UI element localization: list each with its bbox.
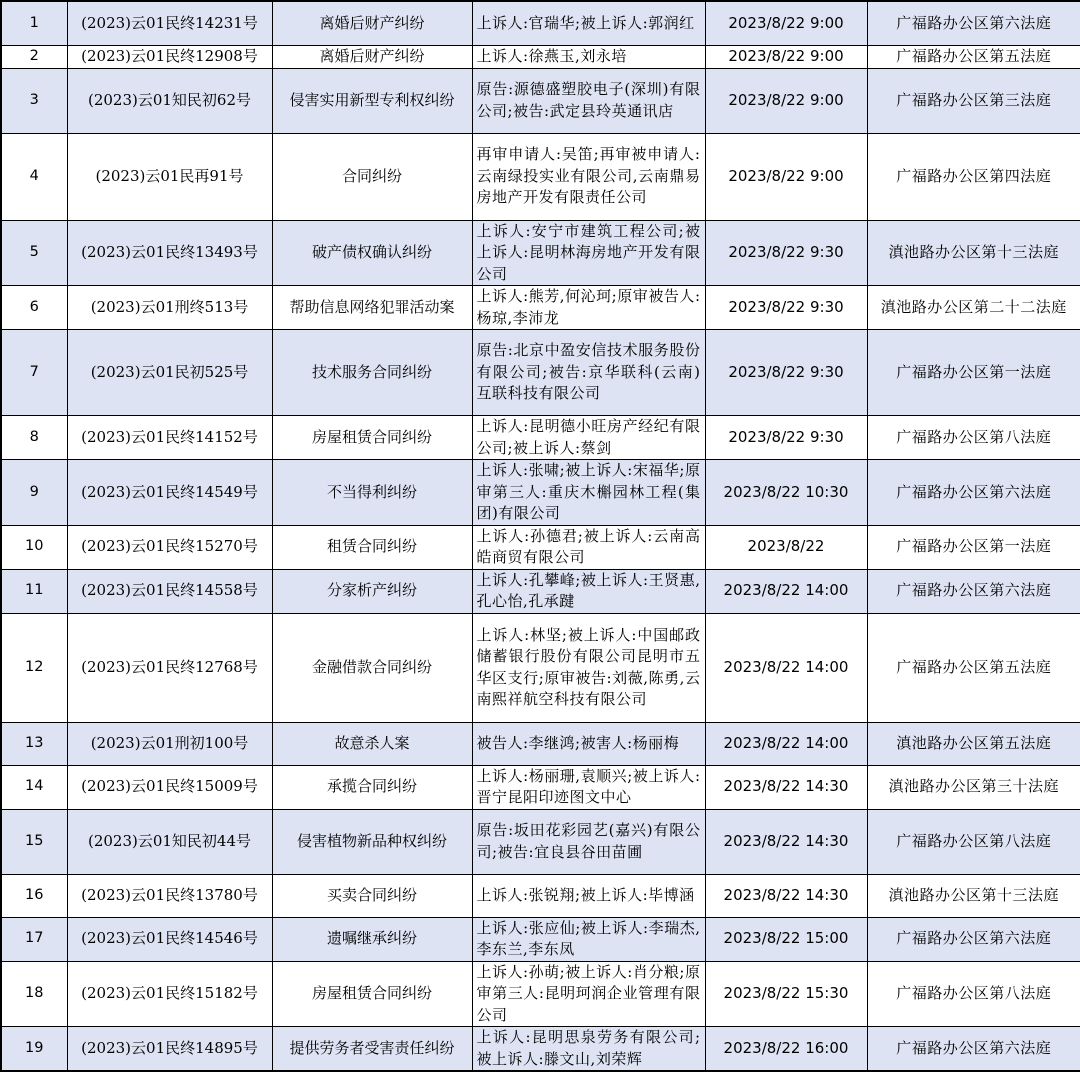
case-cause: 故意杀人案 bbox=[272, 722, 472, 765]
case-parties: 上诉人:张锐翔;被上诉人:毕博涵 bbox=[472, 874, 705, 917]
table-row bbox=[1, 809, 1080, 874]
case-number: (2023)云01民终13780号 bbox=[67, 874, 272, 917]
table-row bbox=[1, 917, 1080, 961]
courtroom: 广福路办公区第一法庭 bbox=[867, 330, 1080, 416]
table-row bbox=[1, 220, 1080, 286]
case-parties: 上诉人:孙萌;被上诉人:肖分粮;原审第三人:昆明珂润企业管理有限公司 bbox=[472, 961, 705, 1027]
courtroom: 广福路办公区第六法庭 bbox=[867, 917, 1080, 961]
hearing-time: 2023/8/22 14:00 bbox=[705, 722, 867, 765]
hearing-time: 2023/8/22 15:30 bbox=[705, 961, 867, 1027]
case-number: (2023)云01知民初62号 bbox=[67, 68, 272, 133]
courtroom: 广福路办公区第六法庭 bbox=[867, 569, 1080, 613]
hearing-time: 2023/8/22 14:30 bbox=[705, 809, 867, 874]
courtroom: 滇池路办公区第十三法庭 bbox=[867, 874, 1080, 917]
case-number: (2023)云01民终12908号 bbox=[67, 45, 272, 68]
case-parties: 上诉人:孙德君;被上诉人:云南高皓商贸有限公司 bbox=[472, 525, 705, 569]
case-number: (2023)云01民终14152号 bbox=[67, 416, 272, 460]
table-row bbox=[1, 874, 1080, 917]
courtroom: 广福路办公区第六法庭 bbox=[867, 460, 1080, 526]
hearing-time: 2023/8/22 14:00 bbox=[705, 613, 867, 722]
table-row bbox=[1, 1027, 1080, 1072]
schedule-body bbox=[1, 1, 1080, 1071]
case-parties: 上诉人:熊芳,何沁珂;原审被告人:杨琼,李沛龙 bbox=[472, 286, 705, 330]
row-number: 7 bbox=[1, 330, 67, 416]
courtroom: 广福路办公区第五法庭 bbox=[867, 45, 1080, 68]
courtroom: 广福路办公区第六法庭 bbox=[867, 1, 1080, 45]
case-number: (2023)云01民终13493号 bbox=[67, 220, 272, 286]
case-parties: 原告:坂田花彩园艺(嘉兴)有限公司;被告:宜良县谷田苗圃 bbox=[472, 809, 705, 874]
case-parties: 上诉人:张应仙;被上诉人:李瑞杰,李东兰,李东凤 bbox=[472, 917, 705, 961]
case-number: (2023)云01民初525号 bbox=[67, 330, 272, 416]
row-number: 10 bbox=[1, 525, 67, 569]
case-cause: 提供劳务者受害责任纠纷 bbox=[272, 1027, 472, 1072]
row-number: 16 bbox=[1, 874, 67, 917]
table-row bbox=[1, 613, 1080, 722]
case-number: (2023)云01刑初100号 bbox=[67, 722, 272, 765]
case-cause: 侵害实用新型专利权纠纷 bbox=[272, 68, 472, 133]
courtroom: 广福路办公区第三法庭 bbox=[867, 68, 1080, 133]
case-parties: 原告:北京中盈安信技术服务股份有限公司;被告:京华联科(云南)互联科技有限公司 bbox=[472, 330, 705, 416]
case-number: (2023)云01民再91号 bbox=[67, 133, 272, 220]
case-parties: 被告人:李继鸿;被害人:杨丽梅 bbox=[472, 722, 705, 765]
hearing-time: 2023/8/22 9:30 bbox=[705, 286, 867, 330]
case-number: (2023)云01民终14558号 bbox=[67, 569, 272, 613]
case-number: (2023)云01民终15270号 bbox=[67, 525, 272, 569]
case-cause: 承揽合同纠纷 bbox=[272, 765, 472, 809]
table-row bbox=[1, 1, 1080, 45]
hearing-time: 2023/8/22 9:00 bbox=[705, 68, 867, 133]
case-number: (2023)云01民终14895号 bbox=[67, 1027, 272, 1072]
hearing-time: 2023/8/22 16:00 bbox=[705, 1027, 867, 1072]
case-cause: 房屋租赁合同纠纷 bbox=[272, 416, 472, 460]
hearing-time: 2023/8/22 15:00 bbox=[705, 917, 867, 961]
case-cause: 破产债权确认纠纷 bbox=[272, 220, 472, 286]
case-cause: 分家析产纠纷 bbox=[272, 569, 472, 613]
case-cause: 离婚后财产纠纷 bbox=[272, 45, 472, 68]
row-number: 3 bbox=[1, 68, 67, 133]
hearing-time: 2023/8/22 14:00 bbox=[705, 569, 867, 613]
case-cause: 房屋租赁合同纠纷 bbox=[272, 961, 472, 1027]
courtroom: 广福路办公区第四法庭 bbox=[867, 133, 1080, 220]
row-number: 5 bbox=[1, 220, 67, 286]
case-cause: 技术服务合同纠纷 bbox=[272, 330, 472, 416]
table-row bbox=[1, 68, 1080, 133]
case-parties: 上诉人:昆明德小旺房产经纪有限公司;被上诉人:蔡剑 bbox=[472, 416, 705, 460]
hearing-time: 2023/8/22 9:30 bbox=[705, 330, 867, 416]
table-row bbox=[1, 330, 1080, 416]
hearing-time: 2023/8/22 10:30 bbox=[705, 460, 867, 526]
row-number: 13 bbox=[1, 722, 67, 765]
table-row bbox=[1, 460, 1080, 526]
row-number: 11 bbox=[1, 569, 67, 613]
row-number: 17 bbox=[1, 917, 67, 961]
courtroom: 滇池路办公区第二十二法庭 bbox=[867, 286, 1080, 330]
case-number: (2023)云01知民初44号 bbox=[67, 809, 272, 874]
hearing-time: 2023/8/22 9:30 bbox=[705, 416, 867, 460]
case-cause: 遗嘱继承纠纷 bbox=[272, 917, 472, 961]
table-row bbox=[1, 961, 1080, 1027]
hearing-time: 2023/8/22 9:00 bbox=[705, 45, 867, 68]
hearing-time: 2023/8/22 9:30 bbox=[705, 220, 867, 286]
case-parties: 上诉人:孔攀峰;被上诉人:王贤惠,孔心怡,孔承踺 bbox=[472, 569, 705, 613]
case-cause: 侵害植物新品种权纠纷 bbox=[272, 809, 472, 874]
case-parties: 上诉人:徐燕玉,刘永培 bbox=[472, 45, 705, 68]
row-number: 1 bbox=[1, 1, 67, 45]
case-number: (2023)云01民终15182号 bbox=[67, 961, 272, 1027]
courtroom: 广福路办公区第五法庭 bbox=[867, 613, 1080, 722]
hearing-time: 2023/8/22 9:00 bbox=[705, 133, 867, 220]
case-number: (2023)云01民终14231号 bbox=[67, 1, 272, 45]
row-number: 2 bbox=[1, 45, 67, 68]
case-parties: 上诉人:张啸;被上诉人:宋福华;原审第三人:重庆木槲园林工程(集团)有限公司 bbox=[472, 460, 705, 526]
table-row bbox=[1, 525, 1080, 569]
courtroom: 广福路办公区第八法庭 bbox=[867, 961, 1080, 1027]
case-number: (2023)云01民终12768号 bbox=[67, 613, 272, 722]
hearing-time: 2023/8/22 14:30 bbox=[705, 874, 867, 917]
case-cause: 买卖合同纠纷 bbox=[272, 874, 472, 917]
courtroom: 滇池路办公区第十三法庭 bbox=[867, 220, 1080, 286]
case-parties: 再审申请人:吴笛;再审被申请人:云南绿投实业有限公司,云南鼎易房地产开发有限责任公司 bbox=[472, 133, 705, 220]
case-cause: 帮助信息网络犯罪活动案 bbox=[272, 286, 472, 330]
hearing-time: 2023/8/22 9:00 bbox=[705, 1, 867, 45]
case-cause: 不当得利纠纷 bbox=[272, 460, 472, 526]
table-row bbox=[1, 765, 1080, 809]
table-row bbox=[1, 45, 1080, 68]
case-number: (2023)云01民终15009号 bbox=[67, 765, 272, 809]
case-cause: 合同纠纷 bbox=[272, 133, 472, 220]
row-number: 9 bbox=[1, 460, 67, 526]
row-number: 12 bbox=[1, 613, 67, 722]
courtroom: 滇池路办公区第五法庭 bbox=[867, 722, 1080, 765]
table-row bbox=[1, 569, 1080, 613]
case-parties: 上诉人:安宁市建筑工程公司;被上诉人:昆明林海房地产开发有限公司 bbox=[472, 220, 705, 286]
row-number: 8 bbox=[1, 416, 67, 460]
case-cause: 离婚后财产纠纷 bbox=[272, 1, 472, 45]
table-row bbox=[1, 286, 1080, 330]
case-number: (2023)云01刑终513号 bbox=[67, 286, 272, 330]
table-row bbox=[1, 416, 1080, 460]
row-number: 19 bbox=[1, 1027, 67, 1072]
courtroom: 滇池路办公区第三十法庭 bbox=[867, 765, 1080, 809]
row-number: 14 bbox=[1, 765, 67, 809]
row-number: 6 bbox=[1, 286, 67, 330]
case-parties: 原告:源德盛塑胶电子(深圳)有限公司;被告:武定县玲英通讯店 bbox=[472, 68, 705, 133]
courtroom: 广福路办公区第六法庭 bbox=[867, 1027, 1080, 1072]
case-cause: 金融借款合同纠纷 bbox=[272, 613, 472, 722]
case-cause: 租赁合同纠纷 bbox=[272, 525, 472, 569]
case-parties: 上诉人:杨丽珊,袁顺兴;被上诉人:晋宁昆阳印迹图文中心 bbox=[472, 765, 705, 809]
case-parties: 上诉人:昆明思泉劳务有限公司;被上诉人:滕文山,刘荣辉 bbox=[472, 1027, 705, 1072]
case-parties: 上诉人:林坚;被上诉人:中国邮政储蓄银行股份有限公司昆明市五华区支行;原审被告:刘薇,陈勇,云南熙祥航空科技有限公司 bbox=[472, 613, 705, 722]
row-number: 18 bbox=[1, 961, 67, 1027]
hearing-time: 2023/8/22 14:30 bbox=[705, 765, 867, 809]
table-row bbox=[1, 133, 1080, 220]
courtroom: 广福路办公区第八法庭 bbox=[867, 809, 1080, 874]
case-number: (2023)云01民终14549号 bbox=[67, 460, 272, 526]
case-parties: 上诉人:官瑞华;被上诉人:郭润红 bbox=[472, 1, 705, 45]
table-row bbox=[1, 722, 1080, 765]
courtroom: 广福路办公区第一法庭 bbox=[867, 525, 1080, 569]
courtroom: 广福路办公区第八法庭 bbox=[867, 416, 1080, 460]
row-number: 15 bbox=[1, 809, 67, 874]
row-number: 4 bbox=[1, 133, 67, 220]
case-number: (2023)云01民终14546号 bbox=[67, 917, 272, 961]
hearing-time: 2023/8/22 bbox=[705, 525, 867, 569]
